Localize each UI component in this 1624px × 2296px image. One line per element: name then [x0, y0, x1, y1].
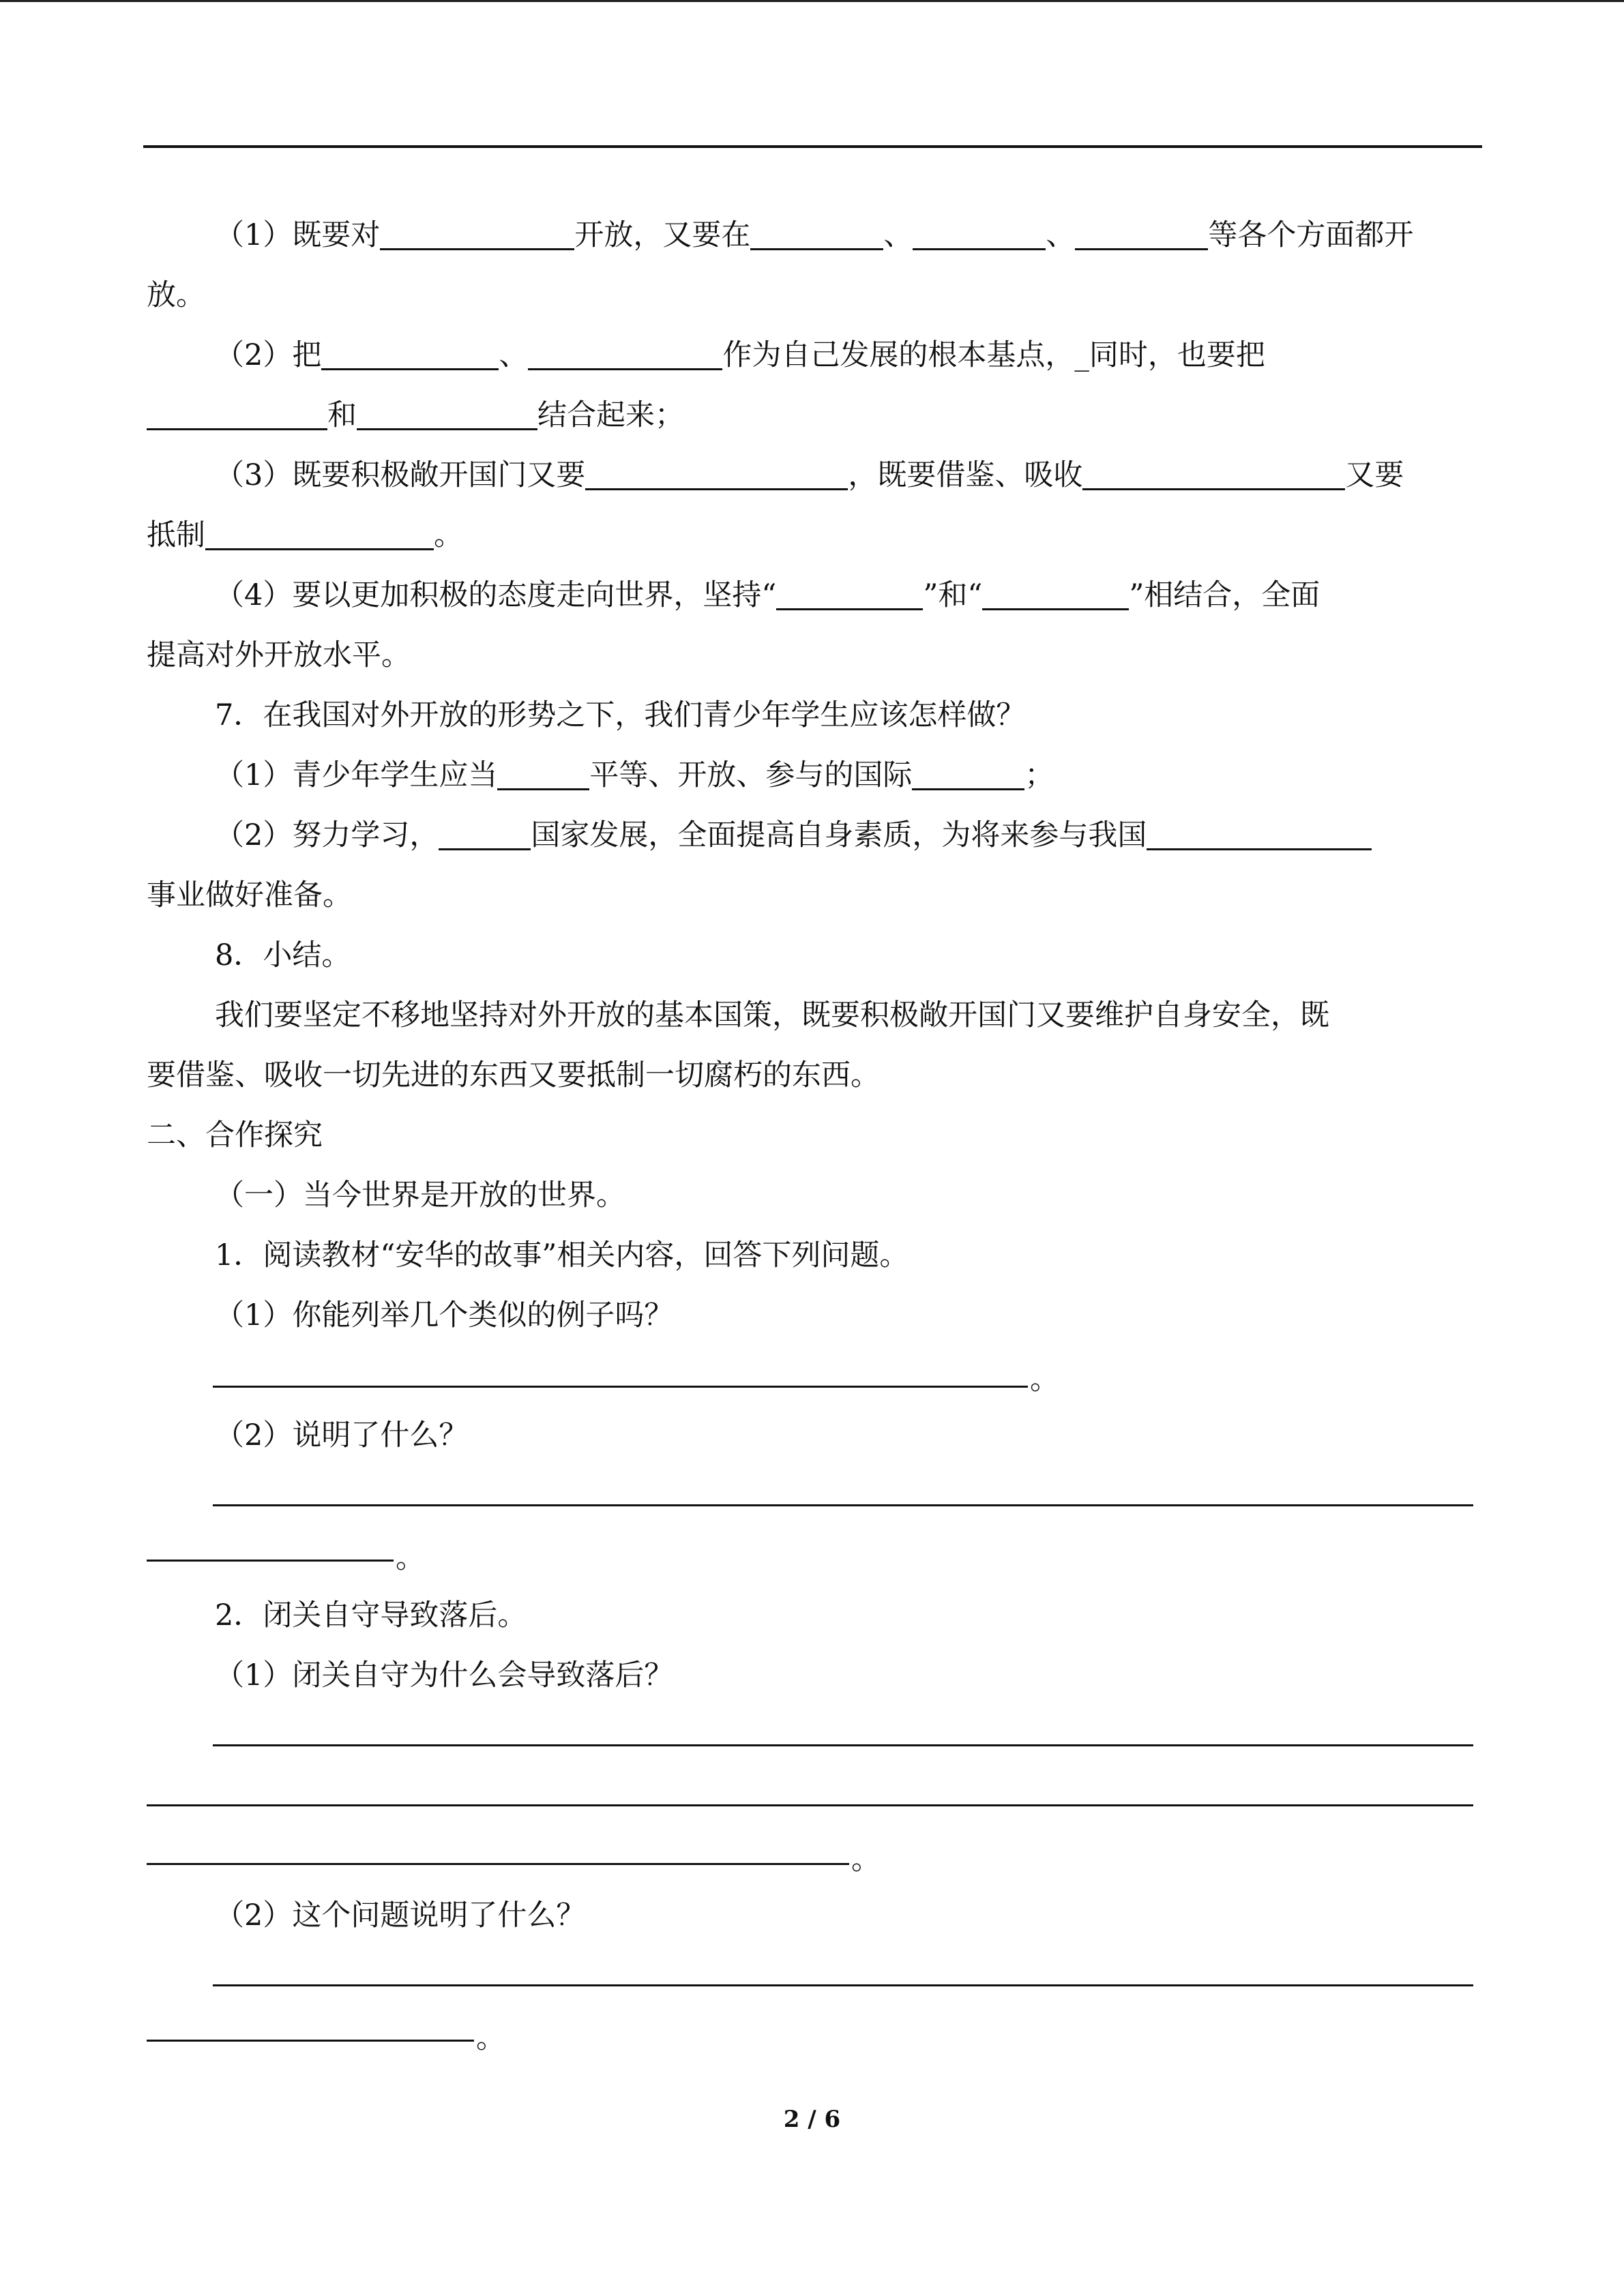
subsection-heading — [147, 1165, 1477, 1225]
blank[interactable] — [1082, 453, 1345, 490]
q6-item1-line2 — [147, 265, 1477, 325]
text: 、 — [499, 338, 529, 372]
question-1-2 — [147, 1405, 1477, 1465]
text: ”和“ — [923, 578, 983, 612]
text: （1）青少年学生应当 — [215, 758, 498, 792]
text: 作为自己发展的根本基点， — [722, 338, 1075, 372]
text: （1）你能列举几个类似的例子吗？ — [215, 1298, 674, 1332]
text: 要借鉴、吸收一切先进的东西又要抵制一切腐朽的东西。 — [147, 1058, 880, 1092]
answer-rule — [147, 1804, 1473, 1806]
text: 和 — [327, 398, 357, 432]
text: 。 — [434, 518, 463, 552]
page-number: 2 / 6 — [783, 2106, 841, 2133]
answer-line[interactable] — [147, 2006, 1477, 2066]
text: （3）既要积极敞开国门又要 — [215, 458, 586, 492]
text: （4）要以更加积极的态度走向世界，坚持“ — [215, 578, 777, 612]
text: 、 — [1046, 218, 1076, 252]
text: 。 — [476, 2021, 505, 2055]
header-rule — [143, 145, 1482, 148]
text: （2）把 — [215, 338, 322, 372]
answer-rule — [213, 1744, 1473, 1746]
q7-item2-line2 — [147, 865, 1477, 925]
answer-rule — [147, 1560, 394, 1562]
text: 等各个方面都开 — [1208, 218, 1414, 252]
section-heading — [147, 1105, 1477, 1165]
text: 1．阅读教材“安华的故事”相关内容，回答下列问题。 — [215, 1238, 909, 1272]
blank[interactable] — [1147, 813, 1372, 850]
text: _同时，也要把 — [1074, 338, 1265, 372]
answer-line[interactable] — [147, 1825, 1477, 1885]
text: 国家发展，全面提高自身素质，为将来参与我国 — [531, 818, 1147, 852]
text: ； — [1024, 758, 1054, 792]
text: 。 — [851, 1843, 881, 1877]
q6-item3-line1 — [147, 445, 1477, 505]
q6-item2-line2 — [147, 385, 1477, 445]
text: （1）闭关自守为什么会导致落后？ — [215, 1658, 674, 1693]
blank[interactable] — [982, 573, 1129, 610]
blank[interactable] — [776, 573, 923, 610]
blank[interactable] — [1075, 213, 1208, 250]
answer-line[interactable] — [147, 1705, 1477, 1765]
text: ”相结合，全面 — [1129, 578, 1320, 612]
text: 平等、开放、参与的国际 — [589, 758, 913, 792]
q7-item2-line1 — [147, 805, 1477, 865]
blank[interactable] — [528, 333, 722, 370]
blank[interactable] — [357, 393, 537, 430]
q6-item4-line1 — [147, 565, 1477, 625]
question-2-1 — [147, 1645, 1477, 1705]
answer-rule — [213, 1504, 1473, 1506]
question-1 — [147, 1225, 1477, 1285]
blank[interactable] — [321, 333, 499, 370]
question-2-2 — [147, 1885, 1477, 1945]
q6-item3-line2 — [147, 505, 1477, 565]
blank[interactable] — [147, 393, 327, 430]
blank[interactable] — [497, 753, 589, 790]
summary-line1 — [147, 985, 1477, 1045]
question-2 — [147, 1585, 1477, 1645]
text: 放。 — [147, 278, 205, 312]
blank[interactable] — [913, 213, 1046, 250]
answer-rule — [213, 1386, 1028, 1388]
text: 。 — [1030, 1362, 1059, 1397]
question-1-1 — [147, 1285, 1477, 1345]
question-7 — [147, 685, 1477, 745]
text: （2）说明了什么？ — [215, 1418, 469, 1452]
answer-rule — [147, 2040, 474, 2042]
text: 开放，又要在 — [574, 218, 751, 252]
text: 我们要坚定不移地坚持对外开放的基本国策，既要积极敞开国门又要维护自身安全，既 — [215, 998, 1329, 1032]
answer-line[interactable] — [147, 1345, 1477, 1405]
answer-rule — [213, 1984, 1473, 1986]
summary-line2 — [147, 1045, 1477, 1105]
answer-line[interactable] — [147, 1525, 1477, 1585]
answer-line[interactable] — [147, 1465, 1477, 1525]
q6-item4-line2 — [147, 625, 1477, 685]
blank[interactable] — [585, 453, 848, 490]
answer-line[interactable] — [147, 1945, 1477, 2006]
text: 抵制 — [147, 518, 205, 552]
text: （2）这个问题说明了什么？ — [215, 1898, 586, 1933]
text: （一）当今世界是开放的世界。 — [215, 1178, 625, 1212]
answer-rule — [147, 1863, 849, 1865]
text: 事业做好准备。 — [147, 878, 352, 912]
text: 二、合作探究 — [147, 1118, 323, 1152]
page-content — [147, 205, 1477, 2066]
text: 2．闭关自守导致落后。 — [215, 1598, 527, 1632]
answer-line[interactable] — [147, 1765, 1477, 1825]
blank[interactable] — [439, 813, 531, 850]
blank[interactable] — [380, 213, 574, 250]
blank[interactable] — [750, 213, 883, 250]
q6-item1-line1 — [147, 205, 1477, 265]
q7-item1 — [147, 745, 1477, 805]
text: 又要 — [1345, 458, 1404, 492]
text: 7．在我国对外开放的形势之下，我们青少年学生应该怎样做？ — [215, 698, 1026, 732]
text: ，既要借鉴、吸收 — [848, 458, 1083, 492]
text: 8．小结。 — [215, 938, 351, 972]
blank[interactable] — [205, 513, 434, 550]
blank[interactable] — [912, 753, 1024, 790]
text: 。 — [396, 1541, 425, 1575]
question-8 — [147, 925, 1477, 985]
text: 结合起来； — [537, 398, 684, 432]
text: （1）既要对 — [215, 218, 381, 252]
q6-item2-line1 — [147, 325, 1477, 385]
text: 、 — [883, 218, 913, 252]
text: （2）努力学习， — [215, 818, 439, 852]
text: 提高对外开放水平。 — [147, 638, 411, 672]
